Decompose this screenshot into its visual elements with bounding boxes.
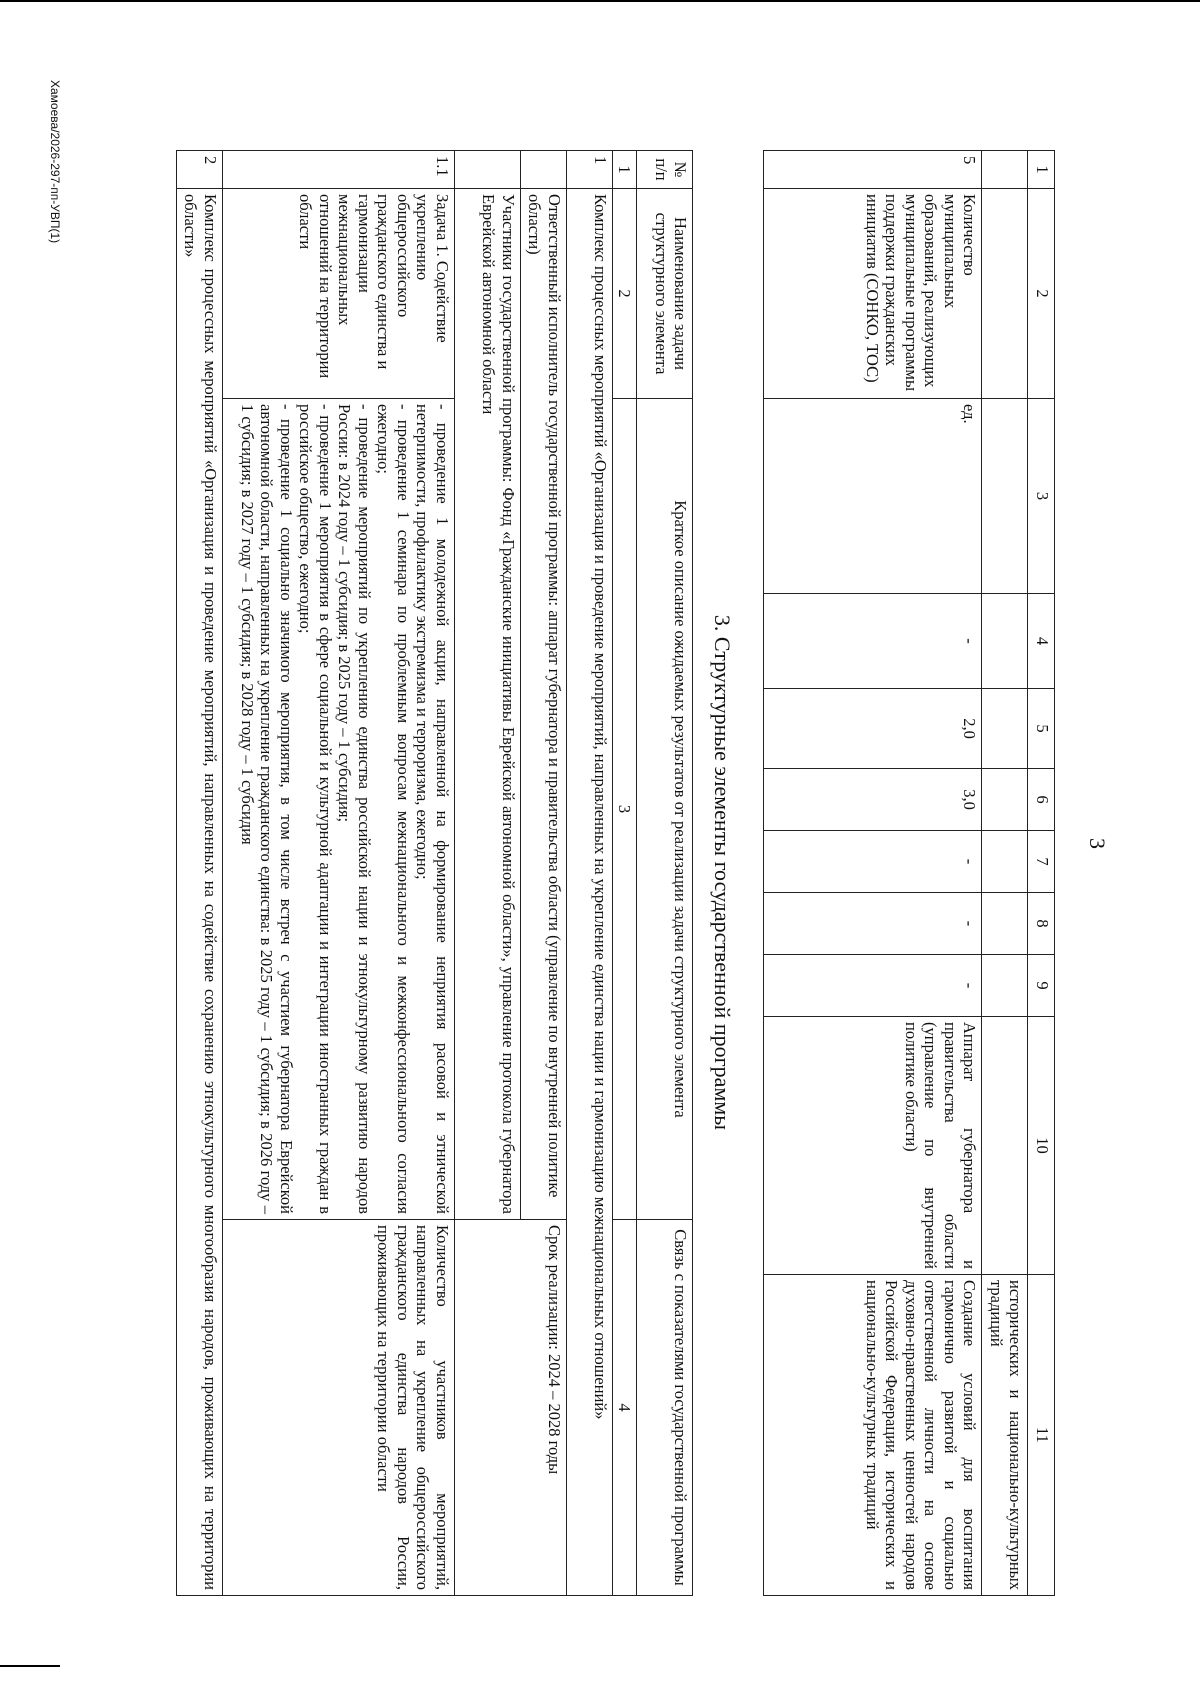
value-col7: - <box>764 831 982 893</box>
header-cell: 7 <box>1028 831 1055 893</box>
result-item: - проведение 1 молодежной акции, направленной на формирование неприятия расовой и этнической нетерпимости, профилактику экстремизма и терроризма, ежегодно; <box>413 404 452 1214</box>
task-name: Задача 1. Содействие укреплению общероссийского гражданского единства и гармонизации межнациональных отношений на территории области <box>222 189 454 399</box>
complex-title: Комплекс процессных мероприятий «Организация и проведение мероприятий, направленных на укрепление единства нации и гармонизацию межнациональных отношений» <box>566 189 612 1596</box>
indicators-header-row <box>1028 151 1055 1596</box>
value-col8: - <box>764 893 982 955</box>
value-col4: - <box>764 594 982 689</box>
structural-elements-table <box>176 150 693 1596</box>
row-number: 5 <box>764 151 982 189</box>
indicator-name: Количество муниципальных образований, реализующих муниципальные программы поддержки гражданских инициатив (СОНКО, ТОС) <box>764 189 982 399</box>
unit: ед. <box>764 399 982 594</box>
value-col5: 2,0 <box>764 689 982 769</box>
header-cell: 11 <box>1028 1275 1055 1596</box>
row-number: 1 <box>566 151 612 189</box>
header-cell: 3 <box>1028 399 1055 594</box>
header-num-cell: 2 <box>612 189 636 399</box>
page-number: 3 <box>1085 838 1110 849</box>
value-col9: - <box>764 955 982 1017</box>
complex-title: Комплекс процессных мероприятий «Организация и проведение мероприятий, направленных на содействие сохранению этнокультурного многообразия народов, проживающих на территории области» <box>176 189 222 1596</box>
participants-text: Участники государственной программы: Фонд «Гражданские инициативы Еврейской автономной области», управление протокола губернатора Еврейской автономной области <box>454 189 520 1220</box>
header-cell: 6 <box>1028 769 1055 831</box>
value-col6: 3,0 <box>764 769 982 831</box>
header-name: Наименование задачи структурного элемента <box>637 189 693 399</box>
responsible-text: Ответственный исполнитель государственной программы: аппарат губернатора и правительства области (управление по внутренней политике области) <box>520 189 566 1220</box>
continuation-text: исторических и национально-культурных традиций <box>982 1275 1028 1596</box>
header-cell: 8 <box>1028 893 1055 955</box>
se-header-row <box>637 151 693 1596</box>
header-cell: 4 <box>1028 594 1055 689</box>
header-cell: 2 <box>1028 189 1055 399</box>
header-cell: 10 <box>1028 1017 1055 1275</box>
row-number: 2 <box>176 151 222 189</box>
complex-row-1 <box>566 151 612 1596</box>
row-number: 1.1 <box>222 151 454 189</box>
section-title: 3. Структурные элементы государственной программы <box>710 614 735 1131</box>
task-description <box>222 399 454 1220</box>
continuation-row <box>982 151 1028 1596</box>
header-num-cell: 3 <box>612 399 636 1220</box>
header-link: Связь с показателями государственной программы <box>637 1220 693 1596</box>
term-text: Срок реализации: 2024 – 2028 годы <box>454 1220 566 1596</box>
document-id: Хамоева/2026-297-пп-УВП(1) <box>48 80 62 244</box>
task-row-1-1 <box>222 151 454 1596</box>
header-cell: 5 <box>1028 689 1055 769</box>
result-item: - проведение 1 семинара по проблемным вопросам межнационального и межконфессионального согласия ежегодно; <box>374 404 413 1214</box>
se-header-nums <box>612 151 636 1596</box>
indicator-link: Количество участников мероприятий, направленных на укрепление общероссийского гражданского единства народов России, проживающих на территории области <box>222 1220 454 1596</box>
goal-link: Создание условий для воспитания гармонично развитой и социально ответственной личности на основе духовно-нравственных ценностей народов Российской Федерации, исторических и национально-культурных традиций <box>764 1275 982 1596</box>
result-item: - проведение 1 мероприятия в сфере социальной и культурной адаптации и интеграции иностранных граждан в российское общество, ежегодно; <box>296 404 335 1214</box>
result-item: - проведение 1 социально значимого мероприятия, в том числе встреч с участием губернатора Еврейской автономной области, направленных на укрепление гражданского единства: в 2025 году – 1 субсидия; в 2026 году – 1 субсидия; в 2027 году – 1 субсидия; в 2028 году – 1 субсидия <box>237 404 296 1214</box>
header-cell: 1 <box>1028 151 1055 189</box>
responsible-row <box>520 151 566 1596</box>
complex-row-2 <box>176 151 222 1596</box>
header-num-cell: 4 <box>612 1220 636 1596</box>
indicator-row-5 <box>764 151 982 1596</box>
responsible: Аппарат губернатора и правительства области (управление по внутренней политике области) <box>764 1017 982 1275</box>
header-cell: 9 <box>1028 955 1055 1017</box>
header-num: № п/п <box>637 151 693 189</box>
header-num-cell: 1 <box>612 151 636 189</box>
header-desc: Краткое описание ожидаемых результатов от реализации задачи структурного элемента <box>637 399 693 1220</box>
result-item: - проведение мероприятий по укреплению единства российской нации и этнокультурному развитию народов России: в 2024 году – 1 субсидия; в 2025 году – 1 субсидия; <box>335 404 374 1214</box>
indicators-table <box>763 150 1055 1596</box>
